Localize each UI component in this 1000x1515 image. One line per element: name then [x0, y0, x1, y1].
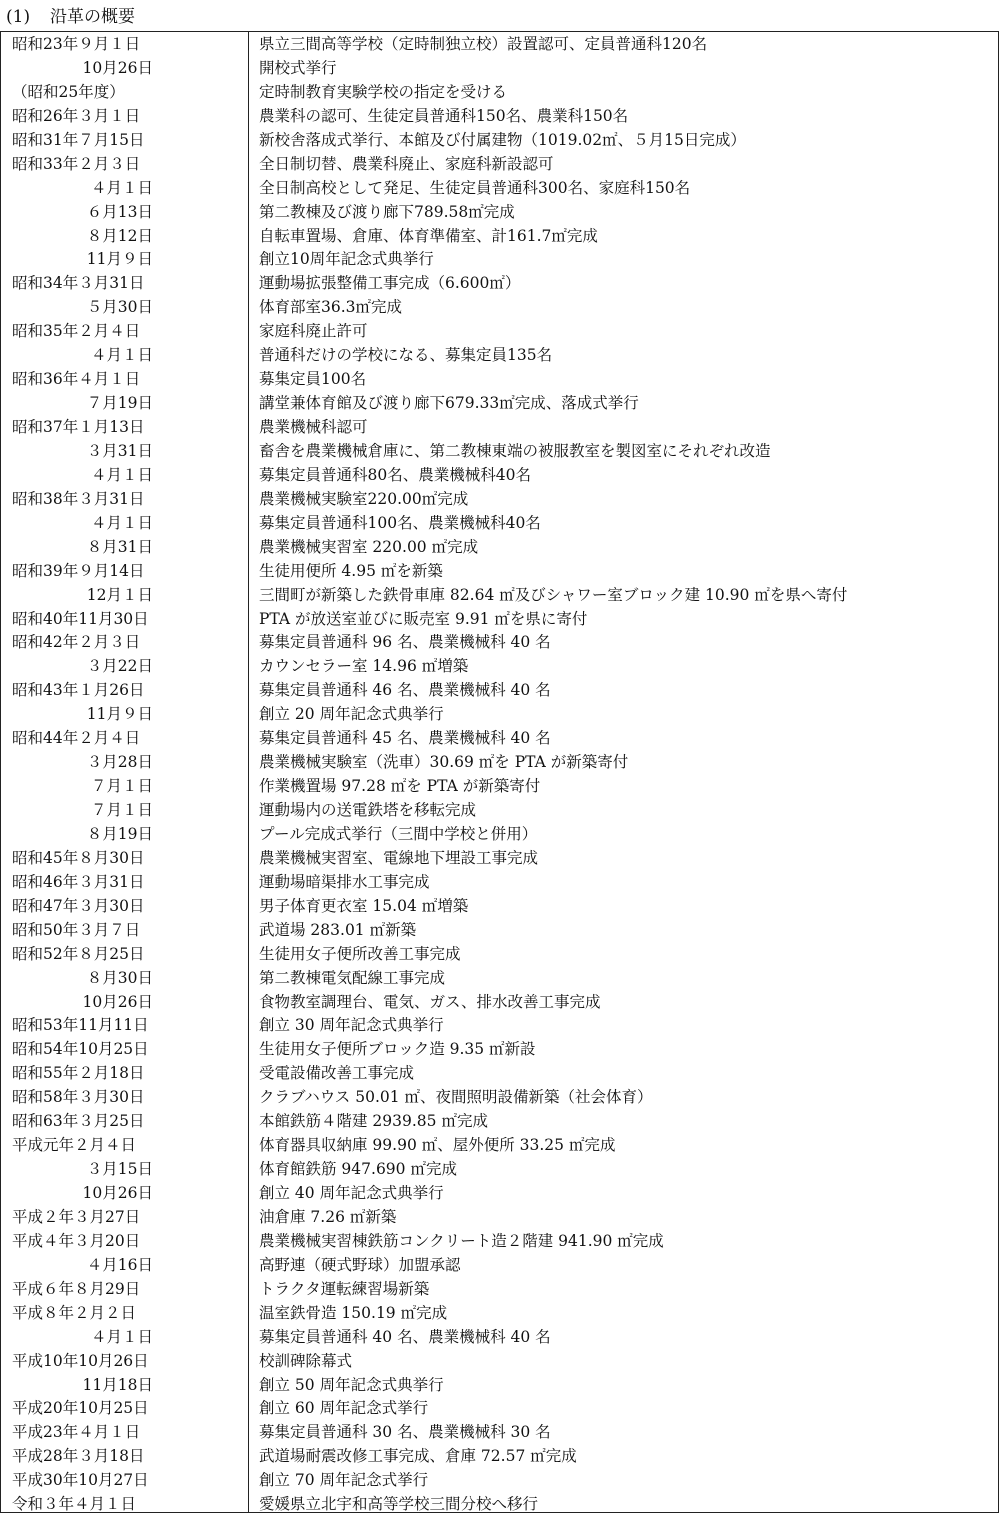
- history-row: [1, 177, 998, 201]
- history-event: 愛媛県立北宇和高等学校三間分校へ移行: [259, 1495, 539, 1513]
- history-date: ８月12日: [86, 226, 153, 245]
- history-row: [1, 943, 998, 967]
- history-event: 受電設備改善工事完成: [259, 1064, 415, 1083]
- history-row: [1, 57, 998, 81]
- history-event: 運動場暗渠排水工事完成: [259, 872, 430, 891]
- history-event: クラブハウス 50.01 ㎡、夜間照明設備新築（社会体育）: [259, 1088, 653, 1107]
- history-event: 校訓碑除幕式: [259, 1351, 353, 1370]
- history-date: 平成20年10月25日: [12, 1399, 149, 1418]
- history-row: [1, 775, 998, 799]
- history-date: 平成８年２月２日: [12, 1303, 137, 1322]
- history-date: 昭和47年３月30日: [12, 896, 145, 915]
- history-date: ３月28日: [86, 753, 153, 772]
- history-date: 昭和44年２月４日: [12, 729, 141, 748]
- history-event: 生徒用便所 4.95 ㎡を新築: [259, 561, 443, 580]
- history-row: [1, 751, 998, 775]
- history-date: 平成30年10月27日: [12, 1471, 149, 1490]
- history-date: 昭和33年２月３日: [12, 154, 141, 173]
- history-date: 昭和46年３月31日: [12, 872, 145, 891]
- history-row: [1, 991, 998, 1015]
- history-event: PTA が放送室並びに販売室 9.91 ㎡を県に寄付: [259, 609, 588, 628]
- history-event: 武道場 283.01 ㎡新築: [259, 920, 417, 939]
- history-row: [1, 320, 998, 344]
- history-date: 昭和37年１月13日: [12, 418, 145, 436]
- history-date: ３月31日: [86, 441, 153, 460]
- history-event: 募集定員普通科100名、農業機械科40名: [259, 513, 541, 532]
- history-date: ７月１日: [90, 777, 153, 796]
- history-date: 10月26日: [82, 58, 153, 77]
- history-event: 食物教室調理台、電気、ガス、排水改善工事完成: [259, 992, 601, 1011]
- history-event: 全日制高校として発足、生徒定員普通科300名、家庭科150名: [259, 178, 691, 197]
- history-row: [1, 1182, 998, 1206]
- history-date: 昭和50年３月７日: [12, 920, 141, 939]
- history-row: [1, 392, 998, 416]
- history-row: [1, 248, 998, 272]
- history-date: 昭和45年８月30日: [12, 848, 145, 867]
- history-event: 創立 70 周年記念式挙行: [259, 1471, 429, 1490]
- history-event: 農業機械科認可: [259, 418, 368, 436]
- history-date: ６月13日: [86, 202, 153, 221]
- history-date: 昭和52年８月25日: [12, 944, 145, 963]
- history-event: 募集定員普通科 30 名、農業機械科 30 名: [259, 1423, 551, 1442]
- history-date: 11月９日: [86, 250, 153, 269]
- history-row: [1, 416, 998, 440]
- history-date: ４月１日: [90, 1327, 153, 1346]
- history-date: ３月15日: [86, 1160, 153, 1179]
- history-date: ８月30日: [86, 968, 153, 987]
- history-row: [1, 1086, 998, 1110]
- history-event: 募集定員普通科 45 名、農業機械科 40 名: [259, 729, 551, 748]
- history-date: ４月16日: [86, 1255, 153, 1274]
- section-heading: [6, 4, 135, 30]
- history-event: 募集定員普通科 46 名、農業機械科 40 名: [259, 681, 551, 700]
- history-date: ４月１日: [90, 346, 153, 365]
- history-event: 武道場耐震改修工事完成、倉庫 72.57 ㎡完成: [259, 1447, 577, 1466]
- history-row: [1, 1445, 998, 1469]
- history-event: 農業機械実習棟鉄筋コンクリート造２階建 941.90 ㎡完成: [259, 1231, 664, 1250]
- history-event: 運動場拡張整備工事完成（6.600㎡）: [259, 274, 521, 293]
- history-date: ８月31日: [86, 537, 153, 556]
- history-event: プール完成式挙行（三間中学校と併用）: [259, 824, 538, 843]
- history-rows: [1, 33, 998, 1512]
- history-row: [1, 1254, 998, 1278]
- history-event: 家庭科廃止許可: [259, 322, 368, 341]
- history-row: [1, 847, 998, 871]
- history-row: [1, 344, 998, 368]
- history-date: 昭和31年７月15日: [12, 130, 145, 149]
- history-row: [1, 1206, 998, 1230]
- history-event: 第二教棟電気配線工事完成: [259, 968, 446, 987]
- history-row: [1, 33, 998, 57]
- history-date: 11月９日: [86, 705, 153, 724]
- history-row: [1, 1469, 998, 1493]
- history-row: [1, 440, 998, 464]
- history-date: ５月30日: [86, 298, 153, 317]
- history-row: [1, 1062, 998, 1086]
- history-event: 温室鉄骨造 150.19 ㎡完成: [259, 1303, 448, 1322]
- history-event: 定時制教育実験学校の指定を受ける: [259, 82, 508, 101]
- history-event: 募集定員普通科 96 名、農業機械科 40 名: [259, 633, 551, 652]
- history-row: [1, 1134, 998, 1158]
- history-row: [1, 129, 998, 153]
- history-event: 本館鉄筋４階建 2939.85 ㎡完成: [259, 1112, 488, 1131]
- history-date: 平成６年８月29日: [12, 1279, 141, 1298]
- history-row: [1, 703, 998, 727]
- history-row: [1, 105, 998, 129]
- history-date: ３月22日: [86, 657, 153, 676]
- history-date: 昭和34年３月31日: [12, 274, 145, 293]
- history-row: [1, 1397, 998, 1421]
- history-event: トラクタ運転練習場新築: [259, 1279, 430, 1298]
- history-date: ７月19日: [86, 394, 153, 413]
- history-date: 10月26日: [82, 1184, 153, 1202]
- history-date: 平成２年３月27日: [12, 1207, 141, 1226]
- history-date: 平成４年３月20日: [12, 1231, 141, 1250]
- history-date: 昭和23年９月１日: [12, 35, 141, 53]
- history-date: 昭和40年11月30日: [12, 609, 149, 628]
- history-date: 昭和35年２月４日: [12, 322, 141, 341]
- history-row: [1, 368, 998, 392]
- history-date: 昭和58年３月30日: [12, 1088, 145, 1107]
- history-event: 創立10周年記念式典挙行: [259, 250, 434, 269]
- history-date: ８月19日: [86, 824, 153, 843]
- history-date: ４月１日: [90, 465, 153, 484]
- history-row: [1, 1038, 998, 1062]
- history-row: [1, 895, 998, 919]
- history-row: [1, 871, 998, 895]
- history-row: [1, 464, 998, 488]
- history-event: 新校舎落成式挙行、本館及び付属建物（1019.02㎡、５月15日完成）: [259, 130, 746, 149]
- history-date: 昭和36年４月１日: [12, 370, 141, 389]
- history-event: 生徒用女子便所改善工事完成: [259, 944, 461, 963]
- history-event: 体育館鉄筋 947.690 ㎡完成: [259, 1160, 457, 1179]
- history-row: [1, 81, 998, 105]
- history-date: 昭和26年３月１日: [12, 106, 141, 125]
- history-row: [1, 1302, 998, 1326]
- history-event: 体育部室36.3㎡完成: [259, 298, 403, 317]
- history-event: 第二教棟及び渡り廊下789.58㎡完成: [259, 202, 515, 221]
- history-date: 12月１日: [86, 585, 153, 604]
- history-event: 農業科の認可、生徒定員普通科150名、農業科150名: [259, 106, 629, 125]
- history-row: [1, 727, 998, 751]
- history-date: 昭和55年２月18日: [12, 1064, 145, 1083]
- history-row: [1, 919, 998, 943]
- history-event: 創立 60 周年記念式挙行: [259, 1399, 429, 1418]
- history-row: [1, 560, 998, 584]
- history-event: 県立三間高等学校（定時制独立校）設置認可、定員普通科120名: [259, 35, 708, 53]
- history-row: [1, 608, 998, 632]
- history-row: [1, 1278, 998, 1302]
- history-date: 平成23年４月１日: [12, 1423, 141, 1442]
- history-date: 昭和38年３月31日: [12, 489, 145, 508]
- history-row: [1, 1110, 998, 1134]
- history-row: [1, 799, 998, 823]
- history-row: [1, 823, 998, 847]
- history-row: [1, 296, 998, 320]
- history-event: 募集定員普通科 40 名、農業機械科 40 名: [259, 1327, 551, 1346]
- history-event: 運動場内の送電鉄塔を移転完成: [259, 801, 477, 819]
- history-event: 募集定員普通科80名、農業機械科40名: [259, 465, 531, 484]
- history-event: 創立 40 周年記念式典挙行: [259, 1184, 444, 1202]
- history-row: [1, 679, 998, 703]
- history-row: [1, 1230, 998, 1254]
- history-row: [1, 536, 998, 560]
- history-event: 作業機置場 97.28 ㎡を PTA が新築寄付: [259, 777, 541, 796]
- history-row: [1, 225, 998, 249]
- history-row: [1, 1421, 998, 1445]
- history-row: [1, 512, 998, 536]
- history-date: 平成28年３月18日: [12, 1447, 145, 1466]
- history-event: 生徒用女子便所ブロック造 9.35 ㎡新設: [259, 1040, 536, 1059]
- history-row: [1, 1326, 998, 1350]
- history-event: 畜舎を農業機械倉庫に、第二教棟東端の被服教室を製図室にそれぞれ改造: [259, 441, 771, 460]
- history-row: [1, 584, 998, 608]
- section-title: 沿革の概要: [50, 7, 135, 27]
- history-row: [1, 1014, 998, 1038]
- history-date: ７月１日: [90, 801, 153, 819]
- history-row: [1, 967, 998, 991]
- history-event: 開校式挙行: [259, 58, 337, 77]
- history-event: 農業機械実験室220.00㎡完成: [259, 489, 469, 508]
- history-row: [1, 631, 998, 655]
- history-event: 創立 20 周年記念式典挙行: [259, 705, 444, 724]
- history-date: （昭和25年度）: [12, 82, 125, 101]
- history-row: [1, 1158, 998, 1182]
- history-date: 昭和39年９月14日: [12, 561, 145, 580]
- history-event: 農業機械実習室、電線地下埋設工事完成: [259, 848, 539, 867]
- history-row: [1, 272, 998, 296]
- history-event: 高野連（硬式野球）加盟承認: [259, 1255, 461, 1274]
- history-event: カウンセラー室 14.96 ㎡増築: [259, 657, 469, 676]
- history-row: [1, 1374, 998, 1398]
- history-event: 農業機械実習室 220.00 ㎡完成: [259, 537, 479, 556]
- history-event: 講堂兼体育館及び渡り廊下679.33㎡完成、落成式挙行: [259, 394, 639, 413]
- history-event: 創立 50 周年記念式典挙行: [259, 1375, 444, 1394]
- history-date: ４月１日: [90, 178, 153, 197]
- history-table: [0, 31, 999, 1513]
- history-date: 昭和63年３月25日: [12, 1112, 145, 1131]
- history-date: 平成元年２月４日: [12, 1136, 137, 1155]
- history-event: 自転車置場、倉庫、体育準備室、計161.7㎡完成: [259, 226, 598, 245]
- history-row: [1, 488, 998, 512]
- history-event: 農業機械実験室（洗車）30.69 ㎡を PTA が新築寄付: [259, 753, 629, 772]
- history-event: 全日制切替、農業科廃止、家庭科新設認可: [259, 154, 554, 173]
- history-row: [1, 655, 998, 679]
- history-date: 10月26日: [82, 992, 153, 1011]
- history-row: [1, 201, 998, 225]
- history-date: 昭和54年10月25日: [12, 1040, 149, 1059]
- history-date: ４月１日: [90, 513, 153, 532]
- history-row: [1, 153, 998, 177]
- history-event: 募集定員100名: [259, 370, 367, 389]
- history-event: 普通科だけの学校になる、募集定員135名: [259, 346, 553, 365]
- history-event: 三間町が新築した鉄骨車庫 82.64 ㎡及びシャワー室ブロック建 10.90 ㎡を県へ寄付: [259, 585, 848, 604]
- history-date: 令和３年４月１日: [12, 1495, 137, 1513]
- history-row: [1, 1350, 998, 1374]
- history-event: 油倉庫 7.26 ㎡新築: [259, 1207, 397, 1226]
- history-row: [1, 1493, 998, 1513]
- history-date: 平成10年10月26日: [12, 1351, 149, 1370]
- section-number: (1): [6, 7, 31, 27]
- history-date: 昭和42年２月３日: [12, 633, 141, 652]
- history-date: 11月18日: [82, 1375, 153, 1394]
- history-event: 創立 30 周年記念式典挙行: [259, 1016, 444, 1035]
- history-event: 体育器具収納庫 99.90 ㎡、屋外便所 33.25 ㎡完成: [259, 1136, 616, 1155]
- history-event: 男子体育更衣室 15.04 ㎡増築: [259, 896, 469, 915]
- history-date: 昭和53年11月11日: [12, 1016, 149, 1035]
- history-date: 昭和43年１月26日: [12, 681, 145, 700]
